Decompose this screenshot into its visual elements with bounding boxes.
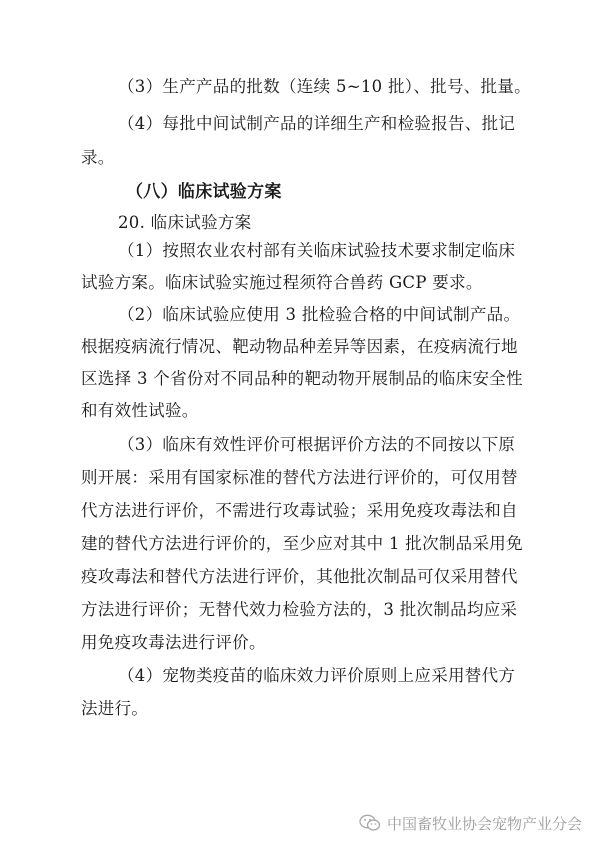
watermark-footer — [359, 812, 582, 834]
paragraph-2-line-3: 区选择 3 个省份对不同品种的靶动物开展制品的临床安全性 — [81, 369, 523, 388]
subsection-title: 20. 临床试验方案 — [118, 213, 252, 232]
paragraph-3-line-4: 建的替代方法进行评价的，至少应对其中 1 批次制品采用免 — [81, 534, 523, 553]
paragraph-1-line-1: （1）按照农业农村部有关临床试验技术要求制定临床 — [118, 241, 516, 260]
paragraph-2-line-1: （2）临床试验应使用 3 批检验合格的中间试制产品。 — [118, 305, 521, 324]
watermark-text: 中国畜牧业协会宠物产业分会 — [386, 814, 582, 833]
paragraph-3-line-5: 疫攻毒法和替代方法进行评价，其他批次制品可仅采用替代 — [81, 567, 518, 586]
paragraph-3-line-6: 方法进行评价；无替代效力检验方法的，3 批次制品均应采 — [81, 600, 518, 619]
paragraph-1-line-2: 试验方案。临床试验实施过程须符合兽药 GCP 要求。 — [81, 273, 483, 292]
paragraph-3-line-1: （3）临床有效性评价可根据评价方法的不同按以下原 — [118, 435, 516, 454]
list-item-3-batches: （3）生产产品的批数（连续 5~10 批）、批号、批量。 — [118, 77, 531, 96]
paragraph-2-line-2: 根据疫病流行情况、靶动物品种差异等因素，在疫病流行地 — [81, 337, 518, 356]
paragraph-4-line-2: 法进行。 — [81, 699, 149, 718]
list-item-4-continuation: 录。 — [81, 148, 115, 167]
paragraph-3-line-2: 则开展：采用有国家标准的替代方法进行评价的，可仅用替 — [81, 468, 518, 487]
list-item-4-reports: （4）每批中间试制产品的详细生产和检验报告、批记 — [118, 114, 516, 133]
paragraph-4-line-1: （4）宠物类疫苗的临床效力评价原则上应采用替代方 — [118, 666, 516, 685]
section-heading: （八）临床试验方案 — [126, 182, 282, 202]
paragraph-2-line-4: 和有效性试验。 — [81, 401, 199, 420]
paragraph-3-line-3: 代方法进行评价，不需进行攻毒试验；采用免疫攻毒法和自 — [81, 501, 518, 520]
wechat-icon — [359, 814, 381, 832]
paragraph-3-line-7: 用免疫攻毒法进行评价。 — [81, 633, 266, 652]
